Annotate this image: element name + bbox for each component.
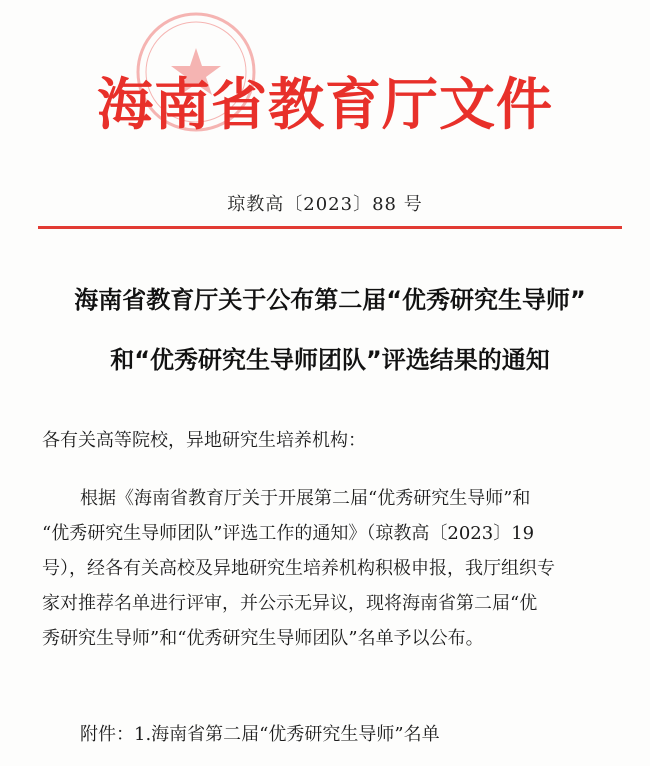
red-divider-line xyxy=(38,226,622,229)
notice-title-line-1: 海南省教育厅关于公布第二届“优秀研究生导师” xyxy=(74,286,586,314)
paragraph-line: 根据《海南省教育厅关于开展第二届“优秀研究生导师”和 xyxy=(80,488,531,509)
agency-document-header: 海南省教育厅文件 xyxy=(97,73,553,138)
salutation: 各有关高等院校，异地研究生培养机构： xyxy=(42,430,366,451)
paragraph-line: 家对推荐名单进行评审，并公示无异议，现将海南省第二届“优 xyxy=(42,593,538,614)
paragraph-line: “优秀研究生导师团队”评选工作的通知》（琼教高〔2023〕19 xyxy=(42,523,535,544)
attachment-list-item: 附件：1.海南省第二届“优秀研究生导师”名单 xyxy=(80,724,440,745)
paragraph-line: 秀研究生导师”和“优秀研究生导师团队”名单予以公布。 xyxy=(42,628,484,649)
document-number: 琼教高〔2023〕88 号 xyxy=(227,194,423,215)
notice-title-line-2: 和“优秀研究生导师团队”评选结果的通知 xyxy=(110,346,550,374)
paragraph-line: 号），经各有关高校及异地研究生培养机构积极申报，我厅组织专 xyxy=(42,558,555,579)
